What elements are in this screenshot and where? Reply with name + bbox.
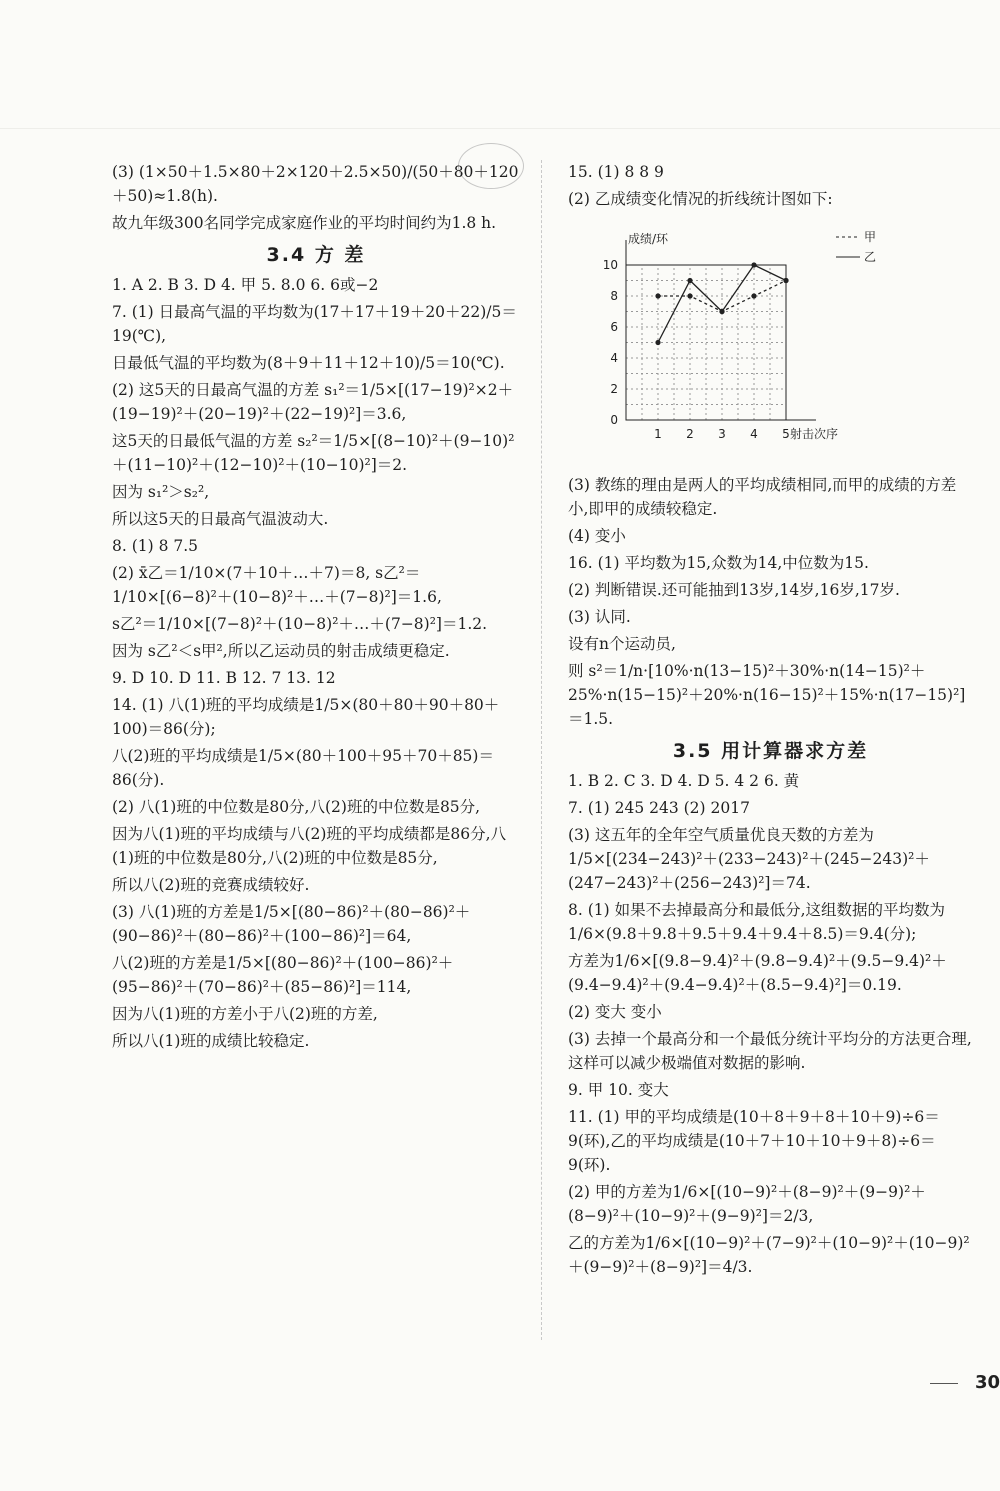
answer-line: s乙²＝1/10×[(7−8)²＋(10−8)²＋…＋(7−8)²]＝1.2. (112, 615, 488, 633)
right-column (568, 160, 973, 1282)
data-point (719, 309, 724, 314)
answer-line: 9. D 10. D 11. B 12. 7 13. 12 (112, 669, 336, 687)
answer-line: 因为八(1)班的平均成绩与八(2)班的平均成绩都是86分,八(1)班的中位数是80分,八(2)班的中位数是85分, (112, 825, 507, 867)
answer-line: 方差为1/6×[(9.8−9.4)²＋(9.8−9.4)²＋(9.5−9.4)²＋(9.4−9.4)²＋(9.4−9.4)²＋(8.5−9.4)²]＝0.19. (568, 952, 947, 994)
data-point (687, 278, 692, 283)
answer-line: 所以这5天的日最高气温波动大. (112, 510, 329, 528)
answer-line: (2) 这5天的日最高气温的方差 s₁²＝1/5×[(17−19)²×2＋(19−19)²＋(20−19)²＋(22−19)²]＝3.6, (112, 381, 514, 423)
answer-line: 所以八(1)班的成绩比较稳定. (112, 1032, 310, 1050)
x-tick-label: 2 (686, 427, 694, 441)
answer-line: 八(2)班的方差是1/5×[(80−86)²＋(100−86)²＋(95−86)²＋(70−86)²＋(85−86)²]＝114, (112, 954, 454, 996)
page-top-rule (0, 128, 1000, 129)
page-number: 30 (974, 1372, 1000, 1393)
right-post-chart (568, 473, 973, 1279)
answer-line: 9. 甲 10. 变大 (568, 1081, 669, 1099)
legend-label: 乙 (864, 250, 877, 264)
data-point (655, 340, 660, 345)
answer-line: 日最低气温的平均数为(8＋9＋11＋12＋10)/5＝10(℃). (112, 354, 505, 372)
answer-line: 7. (1) 日最高气温的平均数为(17＋17＋19＋20＋22)/5＝19(℃), (112, 303, 517, 345)
x-tick-label: 1 (654, 427, 662, 441)
answer-line: 因为 s乙²＜s甲²,所以乙运动员的射击成绩更稳定. (112, 642, 450, 660)
answer-line: 则 s²＝1/n·[10%·n(13−15)²＋30%·n(14−15)²＋25%·n(15−15)²＋20%·n(16−15)²＋15%·n(17−15)²]＝1.5. (568, 662, 966, 728)
answer-line: 设有n个运动员, (568, 635, 676, 653)
data-point (687, 293, 692, 298)
answer-line: 乙的方差为1/6×[(10−9)²＋(7−9)²＋(10−9)²＋(10−9)²＋(9−9)²＋(8−9)²]＝4/3. (568, 1234, 970, 1276)
answer-line: (2) 乙成绩变化情况的折线统计图如下: (568, 190, 833, 208)
section-title: 3.5 用计算器求方差 (672, 740, 869, 762)
answer-line: 1. A 2. B 3. D 4. 甲 5. 8.0 6. 6或−2 (112, 276, 379, 294)
answer-line: (2) x̄乙＝1/10×(7＋10＋…＋7)＝8, s乙²＝1/10×[(6−8)²＋(10−8)²＋…＋(7−8)²]＝1.6, (112, 564, 442, 606)
right-pre-chart (568, 160, 973, 211)
data-point (655, 293, 660, 298)
answer-line: (3) 认同. (568, 608, 631, 626)
y-tick-label: 6 (610, 320, 618, 334)
answer-line: (3) 这五年的全年空气质量优良天数的方差为1/5×[(234−243)²＋(233−243)²＋(245−243)²＋(247−243)²＋(256−243)²]＝74. (568, 826, 930, 892)
x-tick-label: 3 (718, 427, 726, 441)
answer-line: 7. (1) 245 243 (2) 2017 (568, 799, 750, 817)
left-column (112, 160, 520, 1056)
y-axis-label: 成绩/环 (628, 232, 669, 246)
answer-line: 因为八(1)班的方差小于八(2)班的方差, (112, 1005, 378, 1023)
x-tick-label: 4 (750, 427, 758, 441)
y-tick-label: 2 (610, 382, 618, 396)
data-point (783, 278, 788, 283)
data-point (751, 262, 756, 267)
answer-line: 因为 s₁²＞s₂², (112, 483, 210, 501)
x-axis-label: 射击次序 (790, 427, 839, 441)
answer-line: 15. (1) 8 8 9 (568, 163, 664, 181)
y-tick-label: 10 (602, 258, 618, 272)
answer-line: 故九年级300名同学完成家庭作业的平均时间约为1.8 h. (112, 214, 497, 232)
page-number-dash (930, 1383, 958, 1384)
y-tick-label: 0 (610, 413, 618, 427)
answer-line: 14. (1) 八(1)班的平均成绩是1/5×(80＋80＋90＋80＋100)＝86(分); (112, 696, 500, 738)
answer-line: (2) 八(1)班的中位数是80分,八(2)班的中位数是85分, (112, 798, 481, 816)
answer-line: 16. (1) 平均数为15,众数为14,中位数为15. (568, 554, 869, 572)
answer-line: (3) 去掉一个最高分和一个最低分统计平均分的方法更合理,这样可以减少极端值对数据的影响. (568, 1030, 972, 1072)
answer-line: (2) 变大 变小 (568, 1003, 662, 1021)
answer-line: (2) 甲的方差为1/6×[(10−9)²＋(8−9)²＋(9−9)²＋(8−9)²＋(10−9)²＋(9−9)²]＝2/3, (568, 1183, 926, 1225)
column-divider (541, 160, 542, 1340)
answer-line: 8. (1) 如果不去掉最高分和最低分,这组数据的平均数为1/6×(9.8＋9.8＋9.5＋9.4＋9.4＋8.5)＝9.4(分); (568, 901, 946, 943)
answer-line: 八(2)班的平均成绩是1/5×(80＋100＋95＋70＋85)＝86(分). (112, 747, 494, 789)
legend-label: 甲 (864, 230, 877, 244)
answer-line: (4) 变小 (568, 527, 626, 545)
answer-line: 11. (1) 甲的平均成绩是(10＋8＋9＋8＋10＋9)÷6＝9(环),乙的平均成绩是(10＋7＋10＋10＋9＋8)÷6＝9(环). (568, 1108, 940, 1174)
answer-line: (2) 判断错误.还可能抽到13岁,14岁,16岁,17岁. (568, 581, 900, 599)
answer-line: (3) (1×50＋1.5×80＋2×120＋2.5×50)/(50＋80＋120＋50)≈1.8(h). (112, 163, 519, 205)
x-tick-label: 5 (782, 427, 790, 441)
line-chart-svg (598, 215, 898, 465)
answer-line: 所以八(2)班的竞赛成绩较好. (112, 876, 310, 894)
answer-line: 8. (1) 8 7.5 (112, 537, 199, 555)
answer-line: 这5天的日最低气温的方差 s₂²＝1/5×[(8−10)²＋(9−10)²＋(11−10)²＋(12−10)²＋(10−10)²]＝2. (112, 432, 515, 474)
y-tick-label: 4 (610, 351, 618, 365)
y-tick-label: 8 (610, 289, 618, 303)
answer-line: (3) 教练的理由是两人的平均成绩相同,而甲的成绩的方差小,即甲的成绩较稳定. (568, 476, 957, 518)
answer-line: 1. B 2. C 3. D 4. D 5. 4 2 6. 黄 (568, 772, 800, 790)
answer-line: (3) 八(1)班的方差是1/5×[(80−86)²＋(80−86)²＋(90−86)²＋(80−86)²＋(100−86)²]＝64, (112, 903, 471, 945)
line-chart (598, 215, 898, 465)
data-point (751, 293, 756, 298)
section-title: 3.4 方 差 (266, 244, 366, 266)
